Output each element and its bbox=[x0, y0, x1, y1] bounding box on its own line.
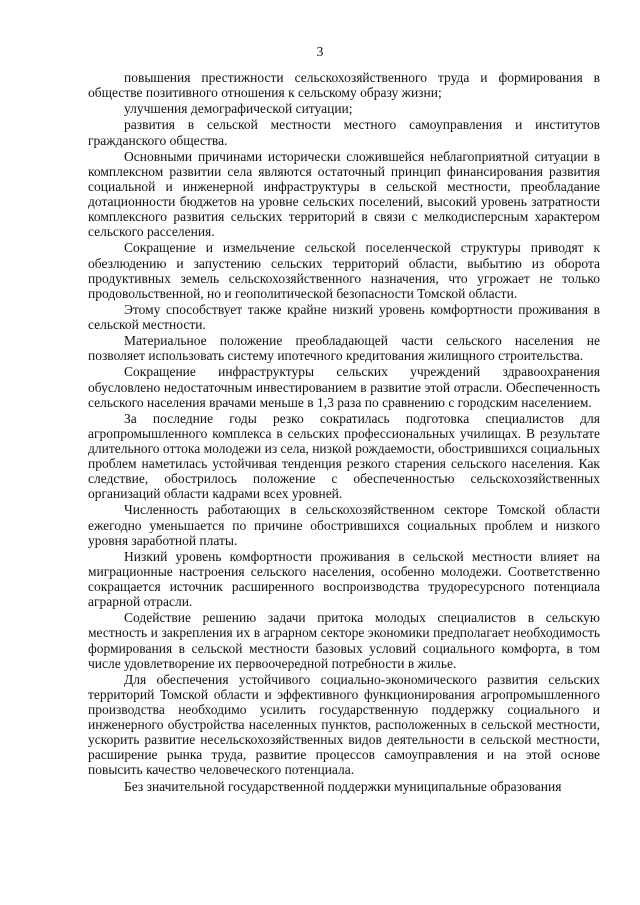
paragraph: Низкий уровень комфортности проживания в сельской местности влияет на миграционные настроения сельского населения, особенно молодежи. Соответственно сокращается источник расширенного воспроизводства трудоресурсного потенциала аграрной отрасли. bbox=[88, 548, 600, 610]
paragraph: Материальное положение преобладающей части сельского населения не позволяет использовать систему ипотечного кредитования жилищного строительства. bbox=[88, 333, 600, 364]
paragraph: Этому способствует также крайне низкий уровень комфортности проживания в сельской местности. bbox=[88, 301, 600, 332]
paragraph: Сокращение инфраструктуры сельских учреждений здравоохранения обусловлено недостаточным инвестированием в развитие этой отрасли. Обеспеченность сельского населения врачами меньше в 1,3 раза по сравнению с городским населением. bbox=[88, 364, 600, 410]
paragraph: развития в сельской местности местного самоуправления и институтов гражданского общества. bbox=[88, 117, 600, 148]
paragraph: Численность работающих в сельскохозяйственном секторе Томской области ежегодно уменьшается по причине обострившихся социальных проблем и низкого уровня заработной платы. bbox=[88, 502, 600, 548]
paragraph: повышения престижности сельскохозяйственного труда и формирования в обществе позитивного отношения к сельскому образу жизни; bbox=[88, 70, 600, 101]
document-body bbox=[88, 70, 600, 794]
paragraph: улучшения демографической ситуации; bbox=[124, 101, 353, 117]
paragraph: Для обеспечения устойчивого социально-экономического развития сельских территорий Томской области и эффективного функционирования агропромышленного производства необходимо усилить государственную поддержку социального и инженерного обустройства населенных пунктов, расположенных в сельской местности, ускорить развитие несельскохозяйственных видов деятельности в сельской местности, расширение рынка труда, развитие процессов самоуправления и на этой основе повысить качество человеческого потенциала. bbox=[88, 671, 600, 778]
page-number: 3 bbox=[316, 44, 324, 59]
paragraph: Основными причинами исторически сложившейся неблагоприятной ситуации в комплексном развитии села являются остаточный принцип финансирования развития социальной и инженерной инфраструктуры в сельской местности, преобладание дотационности бюджетов на уровне сельских поселений, высокий уровень затратности комплексного развития сельских территорий в связи с мелкодисперсным характером сельского расселения. bbox=[88, 148, 600, 240]
paragraph: За последние годы резко сократилась подготовка специалистов для агропромышленного комплекса в сельских профессиональных училищах. В результате длительного оттока молодежи из села, низкой рождаемости, обострившихся социальных проблем наметилась устойчивая тенденция резкого старения сельского населения. Как следствие, обострилось положение с обеспеченностью сельскохозяйственных организаций области кадрами всех уровней. bbox=[88, 410, 600, 502]
paragraph: Содействие решению задачи притока молодых специалистов в сельскую местность и закрепления их в аграрном секторе экономики предполагает необходимость формирования в сельской местности базовых условий социального комфорта, в том числе удовлетворение их первоочередной потребности в жилье. bbox=[88, 610, 600, 671]
paragraph: Без значительной государственной поддержки муниципальные образования bbox=[124, 778, 562, 794]
paragraph: Сокращение и измельчение сельской поселенческой структуры приводят к обезлюдению и запустению сельских территорий области, выбытию из оборота продуктивных земель сельскохозяйственного назначения, что угрожает не только продовольственной, но и геополитической безопасности Томской области. bbox=[88, 240, 600, 301]
